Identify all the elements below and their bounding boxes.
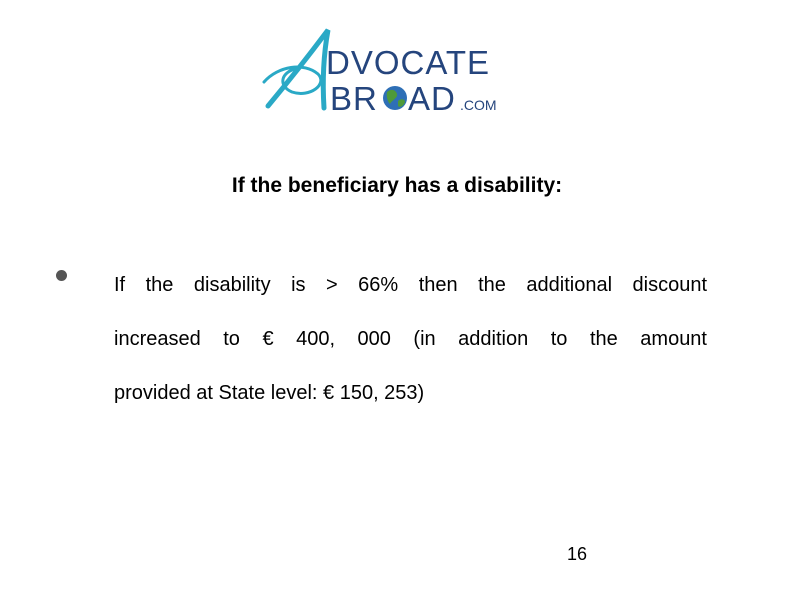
page-number: 16 [567, 544, 588, 564]
globe-icon [383, 86, 407, 110]
bullet-line-3: provided at State level: € 150, 253) [114, 382, 425, 404]
logo-line1: DVOCATE [326, 44, 491, 81]
advocate-abroad-logo [258, 22, 514, 118]
logo-graphic [258, 22, 514, 118]
bullet-line-1: If the disability is > 66% then the additional discount [114, 274, 707, 296]
logo-line2-end: AD [408, 80, 456, 117]
bullet-item [114, 258, 707, 420]
logo-suffix: .COM [460, 97, 497, 113]
bullet-dot-icon [56, 270, 67, 281]
logo-line2-start: BR [330, 80, 378, 117]
logo-swoosh-loop [264, 67, 321, 93]
page-heading: If the beneficiary has a disability: [231, 174, 563, 197]
bullet-line-2: increased to € 400, 000 (in addition to the amount [114, 328, 707, 350]
